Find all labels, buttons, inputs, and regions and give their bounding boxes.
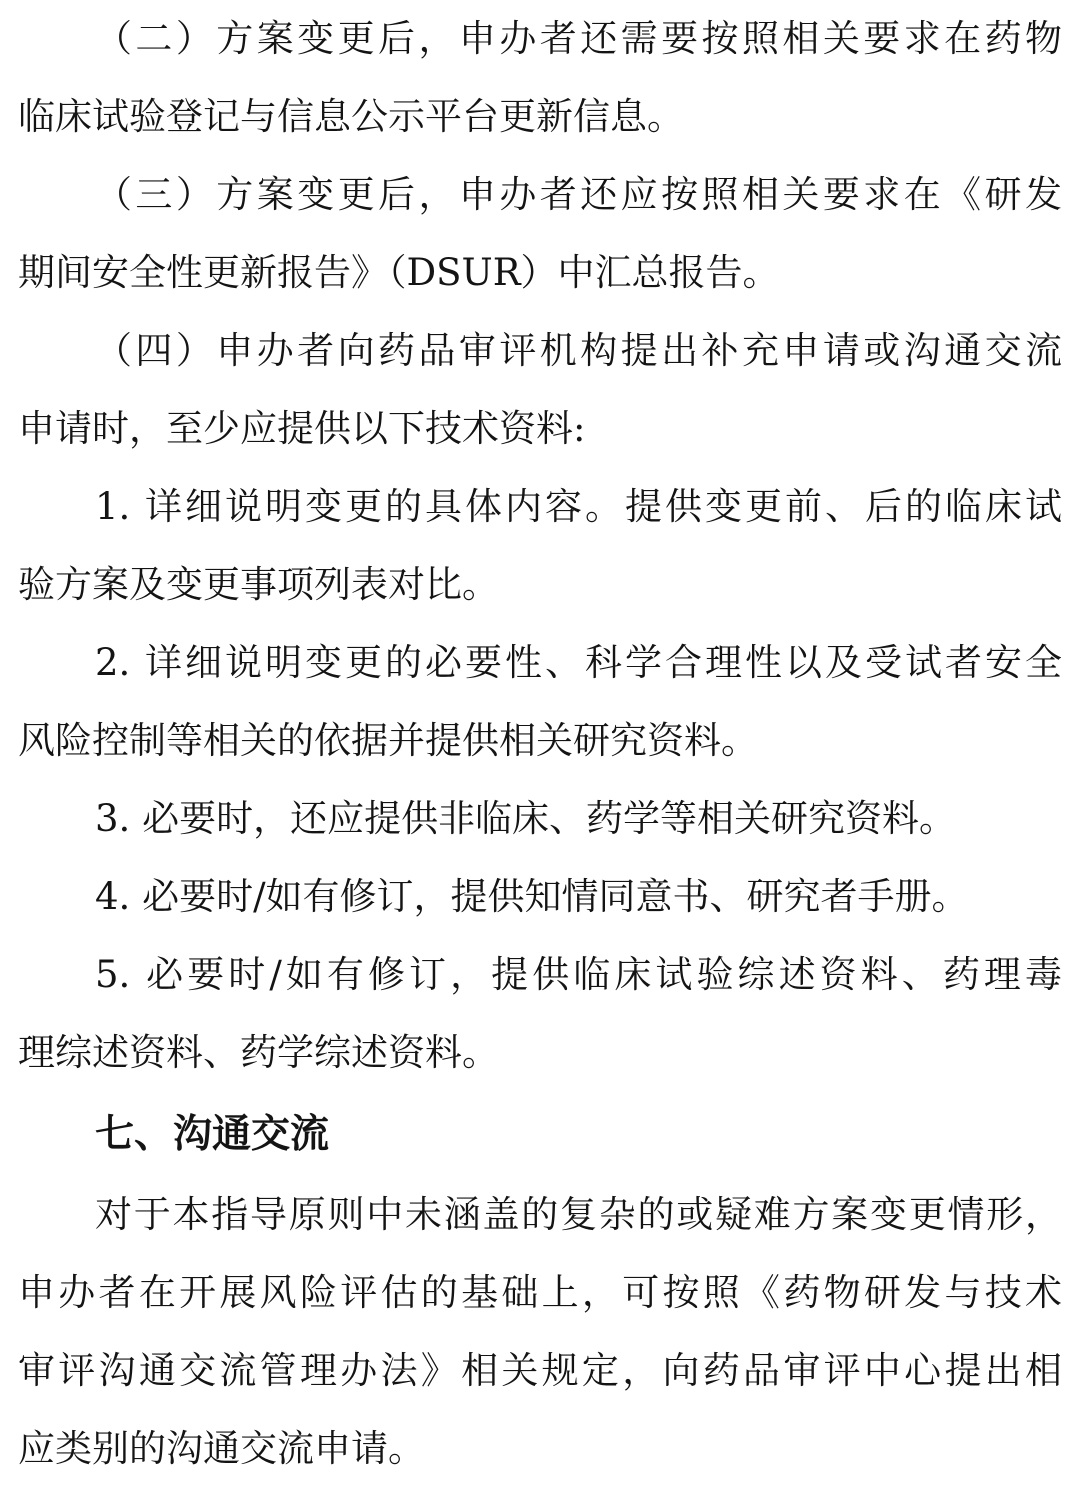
paragraph-2-line-2: 临床试验登记与信息公示平台更新信息。 [18,95,684,138]
list-item-4: 4. 必要时/如有修订，提供知情同意书、研究者手册。 [95,875,969,918]
closing-paragraph-line-1: 对于本指导原则中未涵盖的复杂的或疑难方案变更情形， [95,1193,1062,1236]
list-item-2-line-2: 风险控制等相关的依据并提供相关研究资料。 [18,719,758,762]
paragraph-4-line-2: 申请时，至少应提供以下技术资料: [18,407,586,450]
list-item-2-line-1: 2. 详细说明变更的必要性、科学合理性以及受试者安全 [95,641,1062,684]
section-heading: 七、沟通交流 [95,1112,330,1157]
paragraph-2-line-1: （二）方案变更后，申办者还需要按照相关要求在药物 [95,17,1062,60]
list-item-3: 3. 必要时，还应提供非临床、药学等相关研究资料。 [95,797,957,840]
paragraph-3-line-1: （三）方案变更后，申办者还应按照相关要求在《研发 [95,173,1062,216]
closing-paragraph-line-2: 申办者在开展风险评估的基础上，可按照《药物研发与技术 [18,1271,1062,1314]
list-item-1-line-1: 1. 详细说明变更的具体内容。提供变更前、后的临床试 [95,485,1062,528]
paragraph-4-line-1: （四）申办者向药品审评机构提出补充申请或沟通交流 [95,329,1062,372]
paragraph-3-line-2: 期间安全性更新报告》（DSUR）中汇总报告。 [18,251,780,294]
closing-paragraph-line-3: 审评沟通交流管理办法》相关规定，向药品审评中心提出相 [18,1349,1062,1392]
list-item-1-line-2: 验方案及变更事项列表对比。 [18,563,499,606]
list-item-5-line-1: 5. 必要时/如有修订，提供临床试验综述资料、药理毒 [95,953,1062,996]
list-item-5-line-2: 理综述资料、药学综述资料。 [18,1031,499,1074]
closing-paragraph-line-4: 应类别的沟通交流申请。 [18,1427,425,1470]
